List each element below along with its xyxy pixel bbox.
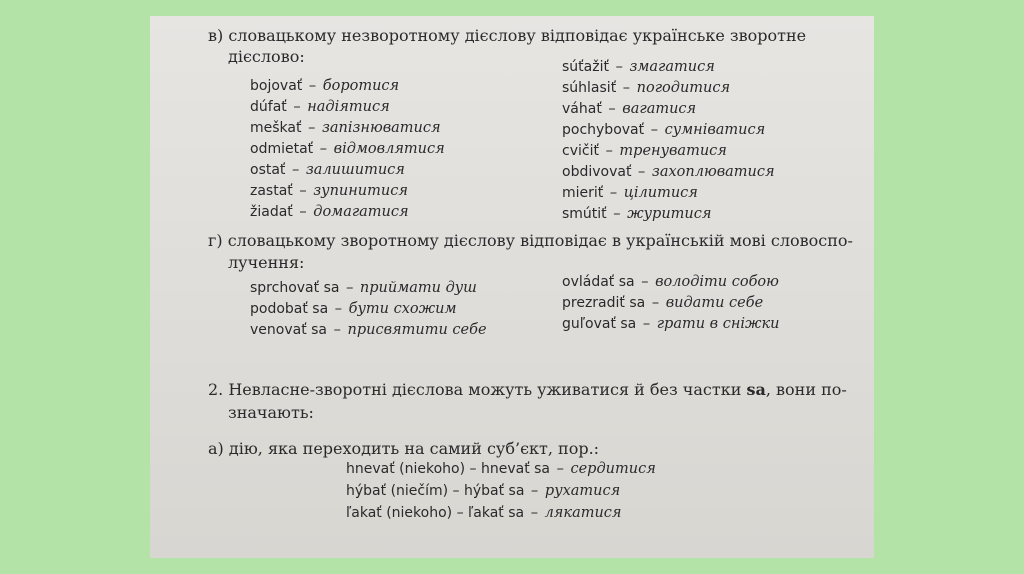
verb-pair: váhať – вагатися [562, 101, 697, 117]
section-v-heading-line1: в) словацькому незворотному дієслову відповідає українське зворотне [208, 26, 807, 45]
point-2-line1: 2. Невласне-зворотні дієслова можуть уживатися й без частки sa, вони по- [208, 380, 847, 399]
verb-pair: cvičiť – тренуватися [562, 143, 727, 159]
verb-pair: dúfať – надіятися [250, 99, 390, 115]
section-g-heading-line1: г) словацькому зворотному дієслову відповідає в українській мові словоспо- [208, 231, 853, 250]
verb-pair: žiadať – домагатися [250, 204, 409, 220]
verb-phrase-pair: venovať sa – присвятити себе [250, 322, 487, 338]
verb-pair: obdivovať – захоплюватися [562, 164, 775, 180]
verb-pair: meškať – запізнюватися [250, 120, 441, 136]
verb-phrase-pair: guľovať sa – грати в сніжки [562, 316, 780, 332]
section-g-heading-line2: лучення: [228, 253, 305, 272]
verb-phrase-pair: ovládať sa – володіти собою [562, 274, 779, 290]
verb-pair: odmietať – відмовлятися [250, 141, 445, 157]
example-pair: hnevať (niekoho) – hnevať sa – сердитися [346, 461, 656, 477]
verb-pair: bojovať – боротися [250, 78, 400, 94]
book-page [150, 16, 874, 558]
verb-pair: smútiť – журитися [562, 206, 712, 222]
verb-pair: súťažiť – змагатися [562, 59, 715, 75]
verb-phrase-pair: sprchovať sa – приймати душ [250, 280, 477, 296]
example-pair: hýbať (niečím) – hýbať sa – рухатися [346, 483, 621, 499]
section-v-heading-line2: дієслово: [228, 47, 305, 66]
verb-phrase-pair: podobať sa – бути схожим [250, 301, 457, 317]
verb-pair: súhlasiť – погодитися [562, 80, 731, 96]
verb-pair: ostať – залишитися [250, 162, 405, 178]
verb-pair: mieriť – цілитися [562, 185, 698, 201]
verb-phrase-pair: prezradiť sa – видати себе [562, 295, 764, 311]
verb-pair: pochybovať – сумніватися [562, 122, 766, 138]
point-2-line2: значають: [228, 403, 314, 422]
verb-pair: zastať – зупинитися [250, 183, 408, 199]
section-a-heading: а) дію, яка переходить на самий суб’єкт, пор.: [208, 439, 600, 458]
example-pair: ľakať (niekoho) – ľakať sa – лякатися [346, 505, 622, 521]
